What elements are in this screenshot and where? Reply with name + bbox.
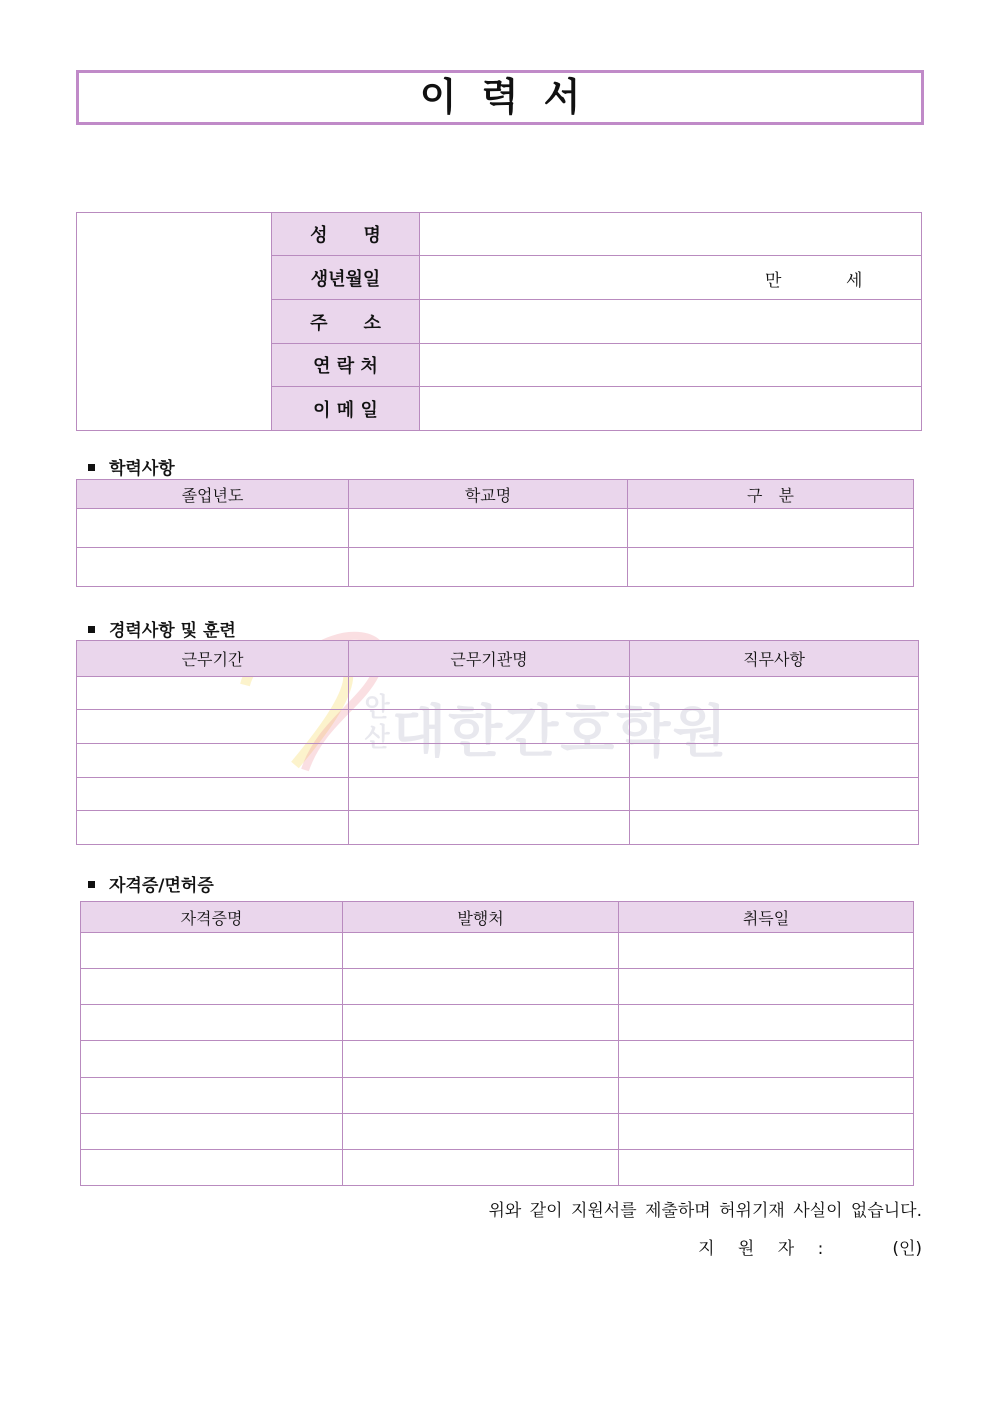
contact-field[interactable] [420, 344, 922, 387]
cert-col-date: 취득일 [619, 902, 914, 933]
table-cell[interactable] [630, 778, 919, 811]
table-cell[interactable] [619, 933, 914, 969]
table-cell[interactable] [343, 1150, 619, 1186]
table-cell[interactable] [630, 677, 919, 710]
table-cell[interactable] [81, 1114, 343, 1150]
table-cell[interactable] [343, 1005, 619, 1041]
pledge-statement: 위와 같이 지원서를 제출하며 허위기재 사실이 없습니다. [488, 1201, 922, 1221]
age-prefix: 만 [765, 271, 782, 291]
table-cell[interactable] [349, 811, 630, 845]
address-field[interactable] [420, 300, 922, 344]
table-cell[interactable] [349, 778, 630, 811]
career-table [76, 640, 919, 845]
table-cell[interactable] [77, 548, 349, 587]
photo-area[interactable] [77, 213, 272, 431]
table-cell[interactable] [630, 811, 919, 845]
career-heading [88, 616, 236, 641]
table-cell[interactable] [630, 710, 919, 744]
name-label: 성 명 [272, 213, 420, 256]
name-field[interactable] [420, 213, 922, 256]
education-heading [88, 454, 175, 479]
table-cell[interactable] [619, 1078, 914, 1114]
table-row [77, 710, 919, 744]
table-row [81, 933, 914, 969]
certificate-heading [88, 871, 214, 896]
career-heading-text: 경력사항 및 훈련 [109, 621, 236, 641]
bullet-icon [88, 464, 95, 471]
bullet-icon [88, 626, 95, 633]
career-col-org: 근무기관명 [349, 641, 630, 677]
table-row [77, 548, 914, 587]
seal-mark[interactable]: (인) [892, 1239, 922, 1259]
table-cell[interactable] [343, 1078, 619, 1114]
cert-col-issuer: 발행처 [343, 902, 619, 933]
email-field[interactable] [420, 387, 922, 431]
table-cell[interactable] [628, 548, 914, 587]
table-cell[interactable] [628, 509, 914, 548]
table-cell[interactable] [349, 548, 628, 587]
table-cell[interactable] [77, 811, 349, 845]
table-cell[interactable] [343, 1114, 619, 1150]
table-cell[interactable] [619, 1150, 914, 1186]
certificate-heading-text: 자격증/면허증 [109, 876, 214, 896]
certificate-table [80, 901, 914, 1186]
cert-col-name: 자격증명 [81, 902, 343, 933]
table-row [77, 677, 919, 710]
contact-label: 연 락 처 [272, 344, 420, 387]
applicant-signature-line [698, 1234, 922, 1259]
bullet-icon [88, 881, 95, 888]
table-cell[interactable] [81, 933, 343, 969]
table-row [77, 744, 919, 778]
career-col-duty: 직무사항 [630, 641, 919, 677]
table-cell[interactable] [619, 969, 914, 1005]
table-cell[interactable] [77, 778, 349, 811]
document-title-box [76, 70, 924, 125]
applicant-label: 지 원 자 : [698, 1239, 833, 1259]
table-row [77, 509, 914, 548]
profile-table [76, 212, 922, 431]
edu-col-school: 학교명 [349, 480, 628, 509]
edu-col-type: 구 분 [628, 480, 914, 509]
table-cell[interactable] [81, 969, 343, 1005]
table-row [81, 1078, 914, 1114]
career-col-period: 근무기간 [77, 641, 349, 677]
table-cell[interactable] [349, 744, 630, 778]
table-cell[interactable] [619, 1005, 914, 1041]
table-cell[interactable] [349, 710, 630, 744]
table-row [81, 1005, 914, 1041]
edu-col-year: 졸업년도 [77, 480, 349, 509]
table-cell[interactable] [630, 744, 919, 778]
table-cell[interactable] [81, 1078, 343, 1114]
birth-field[interactable] [420, 256, 922, 300]
table-cell[interactable] [77, 710, 349, 744]
table-row [81, 1150, 914, 1186]
table-cell[interactable] [81, 1005, 343, 1041]
table-cell[interactable] [619, 1041, 914, 1078]
table-row [77, 778, 919, 811]
table-cell[interactable] [81, 1150, 343, 1186]
table-cell[interactable] [343, 1041, 619, 1078]
watermark-small-text: 안산 [364, 693, 390, 753]
table-row [81, 969, 914, 1005]
email-label: 이 메 일 [272, 387, 420, 431]
table-cell[interactable] [77, 677, 349, 710]
table-cell[interactable] [77, 509, 349, 548]
education-heading-text: 학력사항 [109, 459, 175, 479]
table-cell[interactable] [619, 1114, 914, 1150]
birth-label: 생년월일 [272, 256, 420, 300]
table-cell[interactable] [349, 509, 628, 548]
table-row [81, 1114, 914, 1150]
watermark-text: 대한간호학원 [392, 700, 729, 765]
table-cell[interactable] [77, 744, 349, 778]
table-row [81, 1041, 914, 1078]
table-cell[interactable] [343, 933, 619, 969]
education-table [76, 479, 914, 587]
age-suffix: 세 [846, 271, 863, 291]
table-cell[interactable] [349, 677, 630, 710]
address-label: 주 소 [272, 300, 420, 344]
document-title: 이 력 서 [419, 75, 581, 119]
table-cell[interactable] [81, 1041, 343, 1078]
table-cell[interactable] [343, 969, 619, 1005]
table-row [77, 811, 919, 845]
